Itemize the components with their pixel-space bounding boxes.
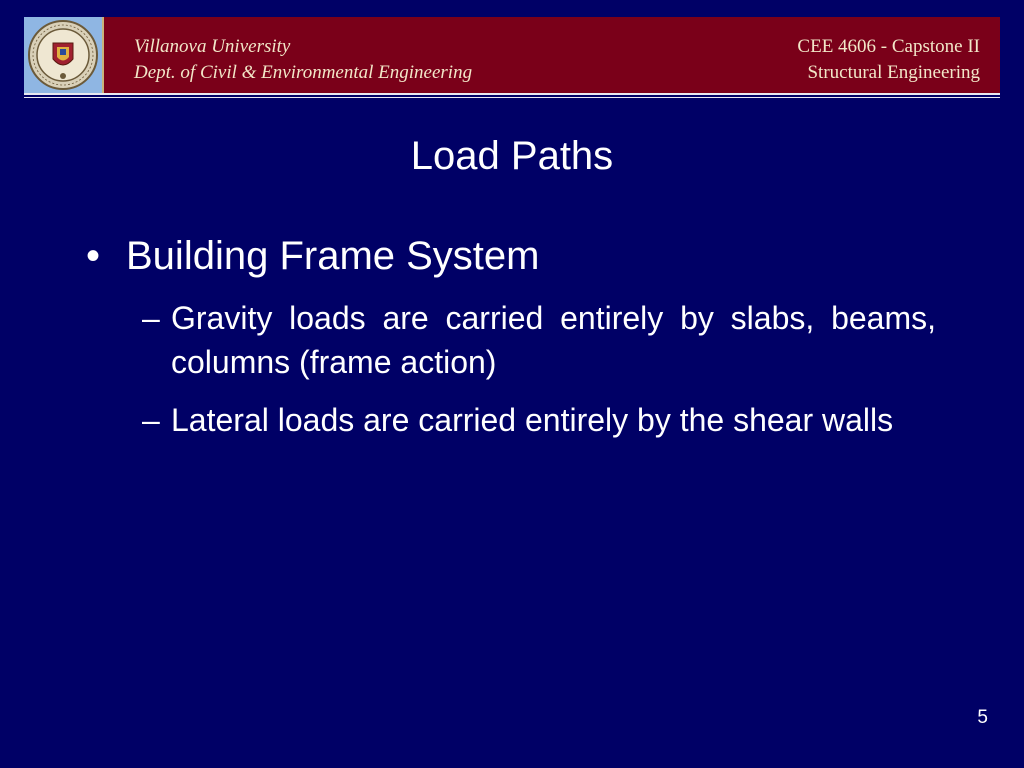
sub-bullet-marker: – [142,402,160,438]
header-band [24,17,1000,93]
slide-body [86,232,936,442]
header-left-text [134,34,472,86]
department-name: Dept. of Civil & Environmental Engineering [134,62,473,83]
bullet-marker: • [86,234,101,278]
page-number: 5 [977,707,988,728]
institution-name: Villanova University [134,36,291,57]
header-divider [102,17,104,93]
header-rule-thick [24,93,1000,95]
subject-name: Structural Engineering [807,62,980,83]
bullet-text: Building Frame System [126,234,540,278]
sub-bullet-item [142,398,936,442]
university-seal-icon [26,19,100,91]
header-right-text [797,34,980,86]
sub-bullet-text: Gravity loads are carried entirely by slabs, beams, columns (frame action) [171,300,936,380]
sub-bullet-item [142,296,936,384]
course-name: CEE 4606 - Capstone II [797,36,980,57]
header-rule-thin [24,97,1000,98]
slide-title: Load Paths [410,134,614,178]
logo [24,17,102,93]
bullet-item [86,232,936,280]
sub-bullet-marker: – [142,300,160,336]
sub-bullet-text: Lateral loads are carried entirely by the shear walls [171,402,894,438]
